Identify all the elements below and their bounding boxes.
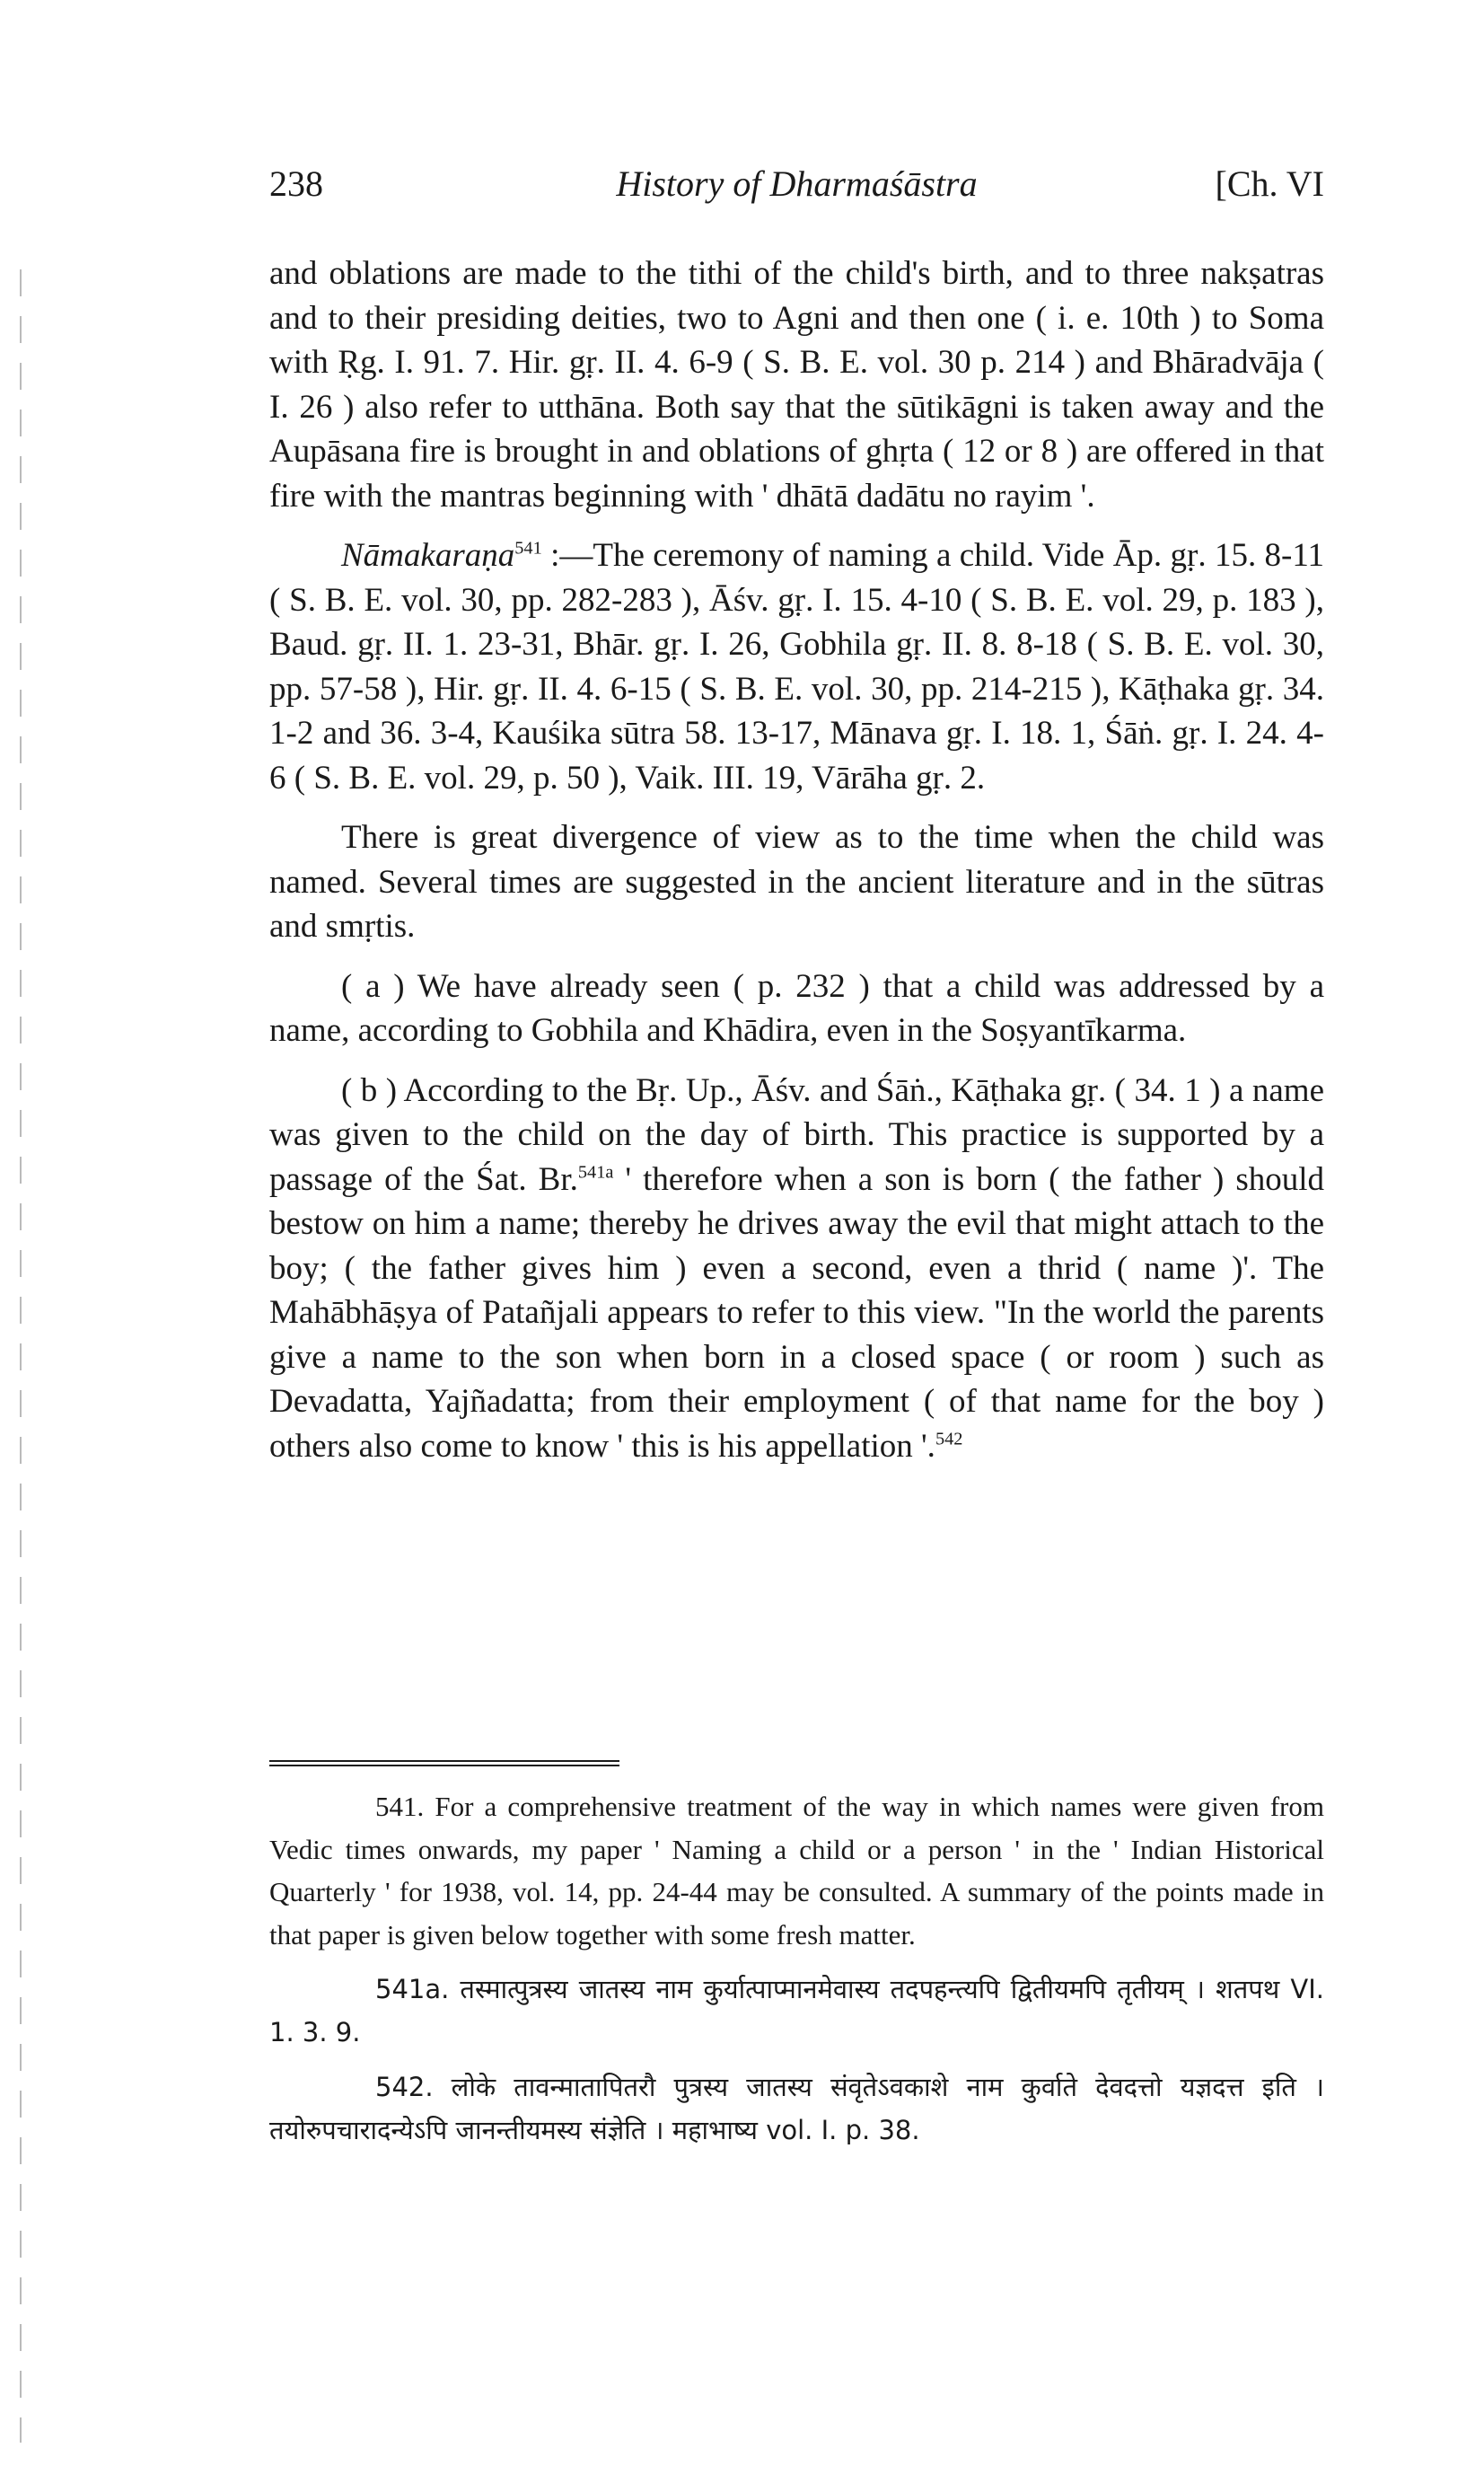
paragraph: and oblations are made to the tithi of the child's birth, and to three nakṣatras and to their presiding deities, two to Agni and then one ( i. e. 10th ) to Soma with Ṛg. I. 91. 7. Hir. gṛ. II. 4. 6-9 ( S. B. E. vol. 30 p. 214 ) and Bhāradvāja ( I. 26 ) also refer to utthāna. Both say that the sūtikāgni is taken away and the Aupāsana fire is brought in and oblations of ghṛta ( 12 or 8 ) are offered in that fire with the mantras beginning with ' dhātā dadātu no rayim '.	[269, 255, 1324, 515]
footnote-541: 541. For a comprehensive treatment of the way in which names were given from Vedic times onwards, my paper ' Naming a child or a person ' in the ' Indian Historical Quarterly ' for 1938, vol. 14, pp. 24-44 may be consulted. A summary of the points made in that paper is given below together with some fresh matter.	[269, 1791, 1324, 1950]
page-number: 238	[269, 163, 323, 204]
footnote-ref: 541a	[577, 1162, 614, 1183]
footnote-ref: 542	[935, 1429, 963, 1449]
page-header	[269, 160, 1324, 208]
chapter-label: [Ch. VI	[1215, 163, 1324, 204]
footnote-ref: 541	[514, 538, 542, 559]
paragraph: There is great divergence of view as to the time when the child was named. Several times are suggested in the ancient literature and in the sūtras and smṛtis.	[269, 819, 1324, 945]
scan-margin-line	[20, 269, 22, 2443]
running-title: History of Dharmaśāstra	[616, 163, 978, 204]
footnotes	[269, 1785, 1324, 2164]
footnote-divider	[269, 1760, 619, 1764]
paragraph-text: ' therefore when a son is born ( the father ) should bestow on him a name; thereby he drives away the evil that might attach to the boy; ( the father gives him ) even a second, even a thrid ( name )'. The Mahābhāṣya of Patañjali appears to refer to this view. "In the world the parents give a name to the son when born in a closed space ( or room ) such as Devadatta, Yajñadatta; from their employment ( of that name for the boy ) others also come to know ' this is his appellation '.	[269, 1160, 1324, 1465]
paragraph-text: :—The ceremony of naming a child. Vide Āp. gṛ. 15. 8-11 ( S. B. E. vol. 30, pp. 282-283 ), Āśv. gṛ. I. 15. 4-10 ( S. B. E. vol. 29, p. 183 ), Baud. gṛ. II. 1. 23-31, Bhār. gṛ. I. 26, Gobhila gṛ. II. 8. 8-18 ( S. B. E. vol. 30, pp. 57-58 ), Hir. gṛ. II. 4. 6-15 ( S. B. E. vol. 30, pp. 214-215 ), Kāṭhaka gṛ. 34. 1-2 and 36. 3-4, Kauśika sūtra 58. 13-17, Mānava gṛ. I. 18. 1, Śāṅ. gṛ. I. 24. 4-6 ( S. B. E. vol. 29, p. 50 ), Vaik. III. 19, Vārāha gṛ. 2.	[269, 537, 1324, 797]
footnote-541a: 541a. तस्मात्पुत्रस्य जातस्य नाम कुर्यात्पाप्मानमेवास्य तदपहन्त्यपि द्वितीयमपि तृतीयम् । शतपथ VI. 1. 3. 9.	[269, 1974, 1324, 2047]
main-text	[269, 251, 1324, 1484]
paragraph: ( a ) We have already seen ( p. 232 ) that a child was addressed by a name, according to Gobhila and Khādira, even in the Soṣyantīkarma.	[269, 967, 1324, 1049]
footnote-542: 542. लोके तावन्मातापितरौ पुत्रस्य जातस्य संवृतेऽवकाशे नाम कुर्वाते देवदत्तो यज्ञदत्त इति । तयोरुपचारादन्येऽपि जानन्तीयमस्य संज्ञेति । महाभाष्य vol. I. p. 38.	[269, 2072, 1324, 2145]
paragraph	[269, 1069, 1324, 1469]
paragraph-text: ( b ) According to the Bṛ. Up., Āśv. and Śāṅ., Kāṭhaka gṛ. ( 34. 1 ) a name was given to the child on the day of birth. This practice is supported by a passage of the Śat. Br.	[269, 1071, 1324, 1198]
term-namakarana: Nāmakaraṇa	[341, 537, 515, 574]
paragraph-namakarana	[269, 533, 1324, 800]
